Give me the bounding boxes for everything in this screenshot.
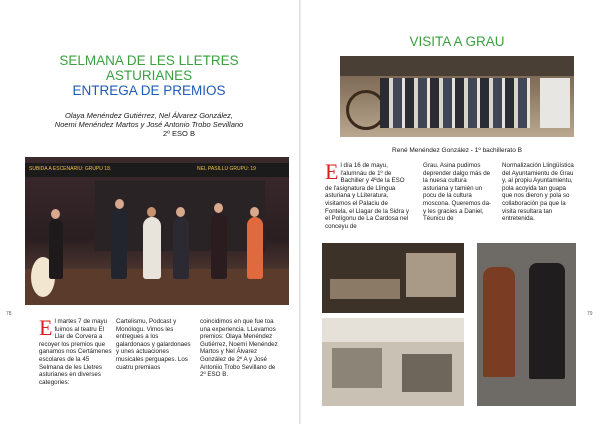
- museum-photo-tools: [322, 243, 464, 313]
- table: [330, 279, 400, 299]
- head-4: [176, 207, 185, 217]
- furniture-right: [402, 354, 452, 392]
- person-4: [173, 217, 189, 279]
- person-6: [247, 217, 263, 279]
- stage-banner: [25, 163, 289, 177]
- shelf: [406, 253, 456, 297]
- dropcap: E: [325, 159, 339, 184]
- course-label: 2º ESO B: [163, 129, 195, 138]
- costume-suit: [529, 263, 565, 379]
- banner-text-left: SUBIDA A ESCENARIU: GRUPU 18.: [29, 166, 112, 172]
- person-1: [49, 219, 63, 279]
- head-3: [147, 207, 156, 217]
- wall-panel: [540, 78, 570, 128]
- award-ceremony-photo: [25, 157, 289, 305]
- costume-dress: [483, 267, 515, 377]
- column-text: Normalización Llingüística del Ayuntamientu de Grau y, al propiu Ayuntamientu, pola acoyida tan guapa que nos dieron y pola so collaboración pa que la visita resultara tan entretenida.: [502, 162, 574, 223]
- photo-caption: René Menéndez González - 1º bachillerato B: [392, 147, 522, 154]
- left-column-3: [200, 318, 280, 379]
- page-spine: [299, 0, 301, 424]
- right-column-3: [502, 162, 574, 223]
- authors-line-1: Olaya Menéndez Gutiérrez, Nel Álvarez González,: [65, 111, 233, 120]
- person-5: [211, 213, 227, 279]
- person-3: [143, 217, 161, 279]
- title-line-1: SELMANA DE LES LLETRES: [59, 53, 239, 68]
- title-line-2: ASTURIANES: [105, 68, 193, 83]
- page-number-left: 78: [6, 311, 12, 317]
- group-photo: [340, 56, 574, 137]
- head-1: [51, 209, 60, 219]
- visit-title: VISITA A GRAU: [409, 34, 505, 49]
- head-6: [250, 207, 259, 217]
- left-column-2: [116, 318, 193, 371]
- column-text: Grau. Asina pudimos deprender dalgo más de la nuesa cultura asturiana y tamién un pocu de la cultura moscona. Queremos da-y les gracies a Daniel, Téunicu de: [423, 162, 492, 223]
- shelves: [340, 56, 574, 76]
- traditional-costumes-photo: [477, 243, 576, 406]
- students-group: [380, 78, 530, 128]
- subtitle: ENTREGA DE PREMIOS: [72, 83, 226, 98]
- column-text: coincidimos en que fue toa una experiencia. LLevamos premios: Olaya Menéndez Gutiérrez, Noemí Menéndez Martos y Nel Álvarez González de 2º A y José Antoniio Trobo Sevillano de 2º ESO B.: [200, 318, 278, 379]
- ceiling: [322, 318, 464, 342]
- head-2: [115, 199, 124, 209]
- person-2: [111, 209, 127, 279]
- left-column-1: [39, 315, 115, 386]
- right-column-2: [423, 162, 493, 223]
- authors-line-2: Noemi Menéndez Martos y José Antonio Trobo Sevillano: [54, 120, 244, 129]
- banner-text-right: NEL PASILLU GRUPU: 19: [197, 166, 256, 172]
- right-column-1: [325, 159, 411, 230]
- column-text: l día 16 de mayu, l'alumnáu de 1º de Bachiller y 4ºde la ESO de l'asignatura de Llingua asturiana y LLiteratura, visitamos el Palaciu de Fontela, el Llagar de la Sidra y el Polígonu de La Cardosa nel conceyu de: [325, 162, 409, 230]
- column-text: Cartelismu, Podcast y Monólogu. Vimos les entregues a los galardonaos y galardonaes y unes actuaciones musicales perguapes. Los cuatru premiaos: [116, 318, 191, 371]
- dropcap: E: [39, 315, 53, 340]
- column-text: l martes 7 de mayu fuimos al teatru El Llar de Corvera a recoyer los premios que ganamos nos Certámenes escolares de la 45 Selmana de les Lletres asturianes en diverses categories:: [39, 318, 112, 386]
- furniture-left: [332, 348, 382, 388]
- head-5: [214, 203, 223, 213]
- museum-photo-room: [322, 318, 464, 406]
- page-number-right: 79: [587, 311, 593, 317]
